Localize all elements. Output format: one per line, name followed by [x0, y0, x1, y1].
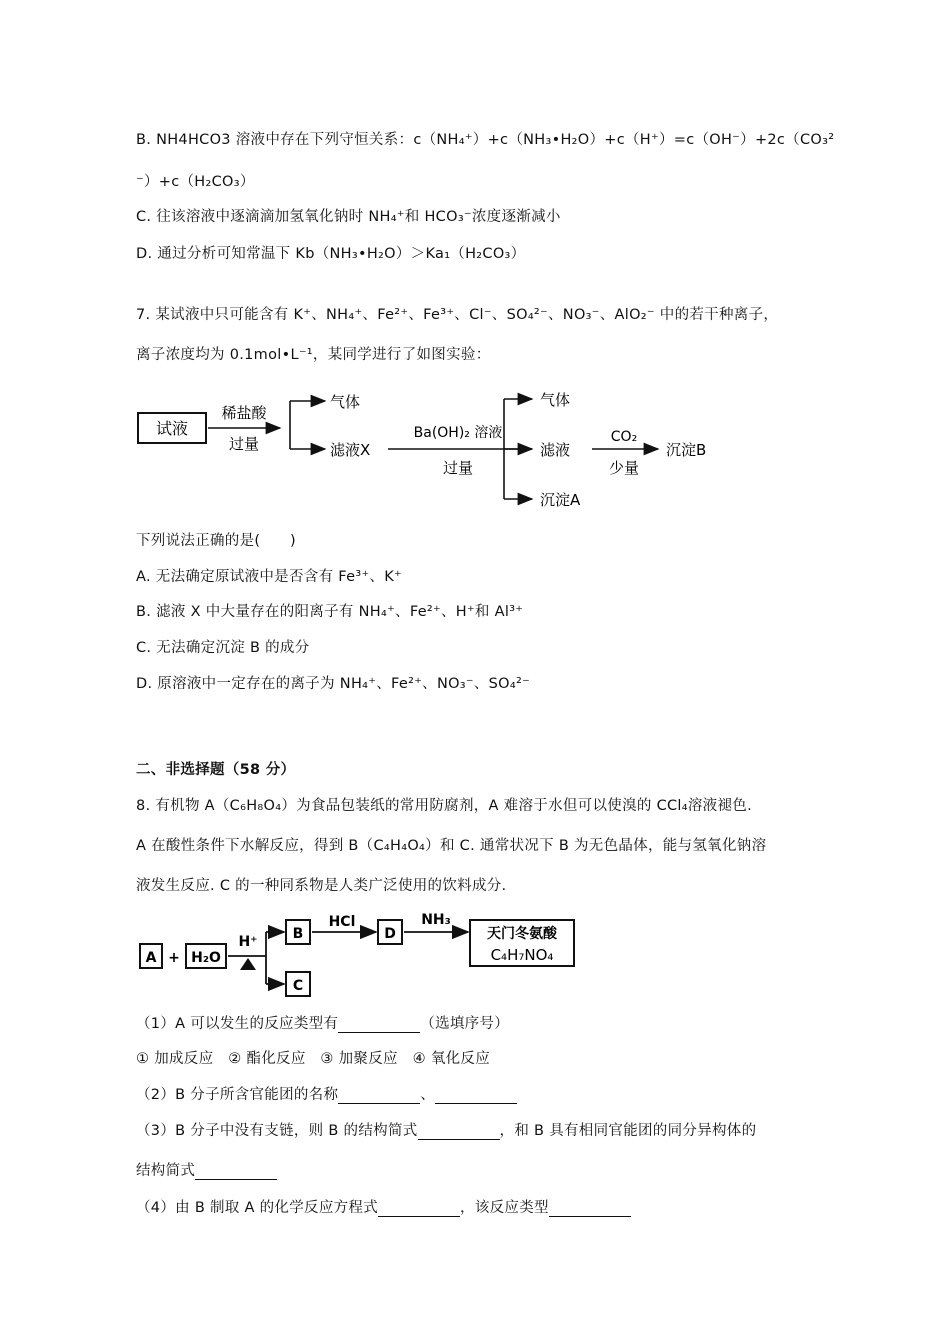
q8-part1-options: ① 加成反应 ② 酯化反应 ③ 加聚反应 ④ 氧化反应: [136, 1051, 491, 1067]
q8-stem-line2: A 在酸性条件下水解反应，得到 B（C₄H₄O₄）和 C. 通常状况下 B 为无色晶体，能与氢氧化钠溶: [136, 838, 767, 854]
q8-stem-line3: 液发生反应. C 的一种同系物是人类广泛使用的饮料成分.: [136, 878, 507, 894]
q7-flow-diagram: [130, 385, 730, 515]
q8-part2-separator: 、: [420, 1087, 436, 1103]
gas-1-label: 气体: [330, 393, 361, 411]
aspartic-acid-name: 天门冬氨酸: [487, 926, 557, 942]
q8-part2: [136, 1083, 517, 1104]
sample-label: 试液: [155, 419, 189, 438]
q6-option-b-line1: B. NH4HCO3 溶液中存在下列守恒关系：c（NH₄⁺）+c（NH₃•H₂O）+c（H⁺）=c（OH⁻）+2c（CO₃²: [136, 132, 835, 148]
q8-part3-line2: [136, 1159, 277, 1180]
q8-stem-line1: 8. 有机物 A（C₆H₈O₄）为食品包装纸的常用防腐剂，A 难溶于水但可以使溴的 CCl₄溶液褪色.: [136, 798, 752, 814]
precipitate-b-label: 沉淀B: [666, 441, 707, 459]
precipitate-a-label: 沉淀A: [540, 491, 581, 509]
q8-part4: [136, 1196, 631, 1217]
q8-part4-text: （4）由 B 制取 A 的化学反应方程式: [136, 1200, 379, 1216]
q8-part1-text: （1）A 可以发生的反应类型有: [136, 1016, 339, 1032]
compound-a-label: A: [145, 950, 157, 966]
q8-part4-mid: ，该反应类型: [460, 1200, 549, 1216]
excess-label-2: 过量: [442, 459, 474, 477]
q8-part3-answer-blank-2[interactable]: [195, 1165, 277, 1180]
q8-part3-line2-text: 结构简式: [136, 1163, 196, 1179]
water-label: H₂O: [191, 950, 221, 966]
q8-part2-answer-blank-2[interactable]: [435, 1089, 517, 1104]
q7-stem-line2: 离子浓度均为 0.1mol•L⁻¹，某同学进行了如图实验：: [136, 347, 491, 363]
q8-part2-text: （2）B 分子所含官能团的名称: [136, 1087, 339, 1103]
co2-label: CO₂: [610, 429, 638, 445]
nh3-label: NH₃: [421, 912, 451, 928]
filtrate-x-label: 滤液X: [330, 441, 371, 459]
q8-reaction-diagram: [134, 908, 584, 1003]
q8-part3-tail: ，和 B 具有相同官能团的同分异构体的: [499, 1123, 757, 1139]
q8-part4-answer-blank-1[interactable]: [378, 1202, 460, 1217]
q8-part4-answer-blank-2[interactable]: [549, 1202, 631, 1217]
excess-label-1: 过量: [228, 435, 260, 453]
compound-d-label: D: [384, 926, 396, 942]
heat-triangle-icon: [240, 958, 256, 970]
q8-part3: [136, 1119, 756, 1140]
q8-part3-answer-blank-1[interactable]: [418, 1125, 500, 1140]
small-amount-label: 少量: [608, 459, 640, 477]
q8-part1-tail: （选填序号）: [420, 1016, 510, 1032]
plus-sign: +: [168, 950, 180, 966]
hcl-label: HCl: [328, 914, 356, 930]
baoh2-label: Ba(OH)₂ 溶液: [413, 425, 503, 441]
q8-part1: [136, 1012, 509, 1033]
filtrate-2-label: 滤液: [540, 441, 571, 459]
gas-2-label: 气体: [540, 391, 571, 409]
q7-stem-line1: 7. 某试液中只可能含有 K⁺、NH₄⁺、Fe²⁺、Fe³⁺、Cl⁻、SO₄²⁻、NO₃⁻、AlO₂⁻ 中的若干种离子，: [136, 307, 779, 323]
q7-option-a: A. 无法确定原试液中是否含有 Fe³⁺、K⁺: [136, 569, 402, 585]
q8-part2-answer-blank-1[interactable]: [338, 1089, 420, 1104]
q7-question: 下列说法正确的是( ): [136, 533, 296, 549]
compound-b-label: B: [292, 926, 304, 942]
q7-option-b: B. 滤液 X 中大量存在的阳离子有 NH₄⁺、Fe²⁺、H⁺和 Al³⁺: [136, 604, 524, 620]
aspartic-acid-formula: C₄H₇NO₄: [490, 946, 554, 964]
q8-part1-answer-blank[interactable]: [338, 1018, 420, 1033]
q7-option-d: D. 原溶液中一定存在的离子为 NH₄⁺、Fe²⁺、NO₃⁻、SO₄²⁻: [136, 676, 531, 692]
acid-catalyst-label: H⁺: [238, 934, 258, 950]
compound-c-label: C: [292, 978, 304, 994]
q6-option-c: C. 往该溶液中逐滴滴加氢氧化钠时 NH₄⁺和 HCO₃⁻浓度逐渐减小: [136, 209, 561, 225]
q6-option-d: D. 通过分析可知常温下 Kb（NH₃•H₂O）＞Ka₁（H₂CO₃）: [136, 246, 526, 262]
dilute-hcl-label: 稀盐酸: [221, 404, 267, 422]
q8-part3-text: （3）B 分子中没有支链，则 B 的结构简式: [136, 1123, 418, 1139]
q7-option-c: C. 无法确定沉淀 B 的成分: [136, 640, 310, 656]
q6-option-b-line2: ⁻）+c（H₂CO₃）: [136, 174, 255, 190]
section-2-title: 二、非选择题（58 分）: [136, 762, 296, 778]
